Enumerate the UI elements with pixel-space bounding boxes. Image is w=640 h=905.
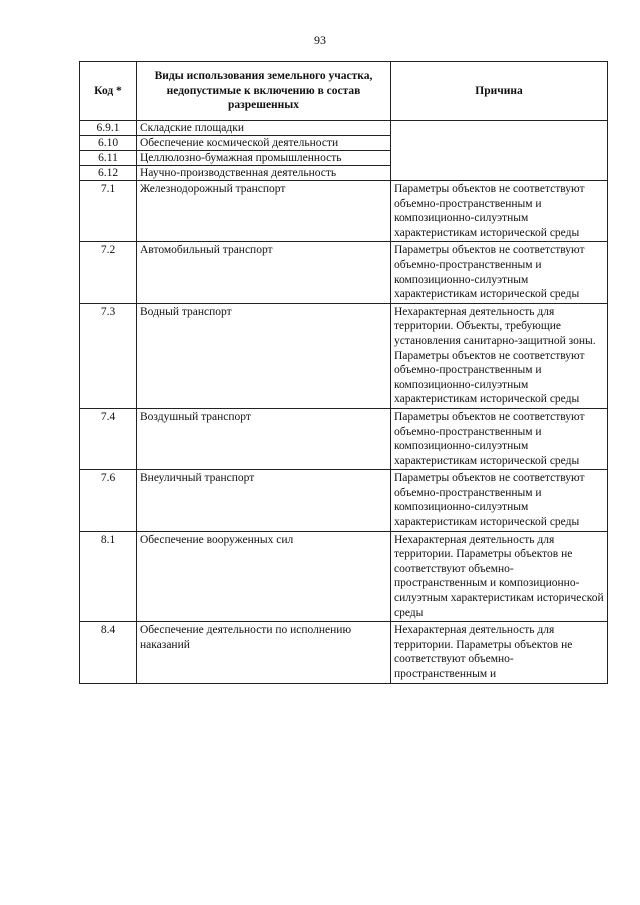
row-code: 7.3 <box>80 303 137 408</box>
row-type: Обеспечение космической деятельности <box>137 136 391 151</box>
row-code: 7.1 <box>80 181 137 242</box>
table-row <box>80 121 608 136</box>
row-type: Целлюлозно-бумажная промышленность <box>137 151 391 166</box>
table-row <box>80 470 608 531</box>
row-reason: Нехарактерная деятельность для территории. Параметры объектов не соответствуют объемно-пространственным и <box>391 622 608 683</box>
row-reason: Параметры объектов не соответствуют объемно-пространственным и композиционно-силуэтным характеристикам исторической среды <box>391 181 608 242</box>
row-code: 7.6 <box>80 470 137 531</box>
table-row <box>80 303 608 408</box>
land-use-table <box>79 61 608 684</box>
row-code: 6.10 <box>80 136 137 151</box>
row-code: 8.4 <box>80 622 137 683</box>
row-type: Внеуличный транспорт <box>137 470 391 531</box>
row-reason: Нехарактерная деятельность для территории. Объекты, требующие установления санитарно-защитной зоны. Параметры объектов не соответствуют объемно-пространственным и композиционно-силуэтным характеристикам исторической среды <box>391 303 608 408</box>
row-type: Автомобильный транспорт <box>137 242 391 303</box>
table-row <box>80 622 608 683</box>
table-row <box>80 181 608 242</box>
row-reason: Параметры объектов не соответствуют объемно-пространственным и композиционно-силуэтным характеристикам исторической среды <box>391 470 608 531</box>
row-code: 7.2 <box>80 242 137 303</box>
header-types: Виды использования земельного участка, недопустимые к включению в состав разрешенных <box>137 62 391 121</box>
row-code: 6.11 <box>80 151 137 166</box>
table-row <box>80 242 608 303</box>
row-reason: Нехарактерная деятельность для территории. Параметры объектов не соответствуют объемно-пространственным и композиционно-силуэтным характеристикам исторической среды <box>391 531 608 622</box>
row-reason-empty <box>391 121 608 181</box>
row-reason: Параметры объектов не соответствуют объемно-пространственным и композиционно-силуэтным характеристикам исторической среды <box>391 242 608 303</box>
row-type: Научно-производственная деятельность <box>137 166 391 181</box>
row-code: 6.12 <box>80 166 137 181</box>
header-reason: Причина <box>391 62 608 121</box>
row-type: Обеспечение деятельности по исполнению наказаний <box>137 622 391 683</box>
row-type: Водный транспорт <box>137 303 391 408</box>
table-row <box>80 408 608 469</box>
table-row <box>80 531 608 622</box>
row-type: Складские площадки <box>137 121 391 136</box>
row-type: Воздушный транспорт <box>137 408 391 469</box>
row-reason: Параметры объектов не соответствуют объемно-пространственным и композиционно-силуэтным характеристикам исторической среды <box>391 408 608 469</box>
row-code: 8.1 <box>80 531 137 622</box>
row-type: Железнодорожный транспорт <box>137 181 391 242</box>
header-code: Код * <box>80 62 137 121</box>
table-header-row <box>80 62 608 121</box>
row-code: 7.4 <box>80 408 137 469</box>
page-number: 93 <box>314 33 326 47</box>
row-type: Обеспечение вооруженных сил <box>137 531 391 622</box>
row-code: 6.9.1 <box>80 121 137 136</box>
